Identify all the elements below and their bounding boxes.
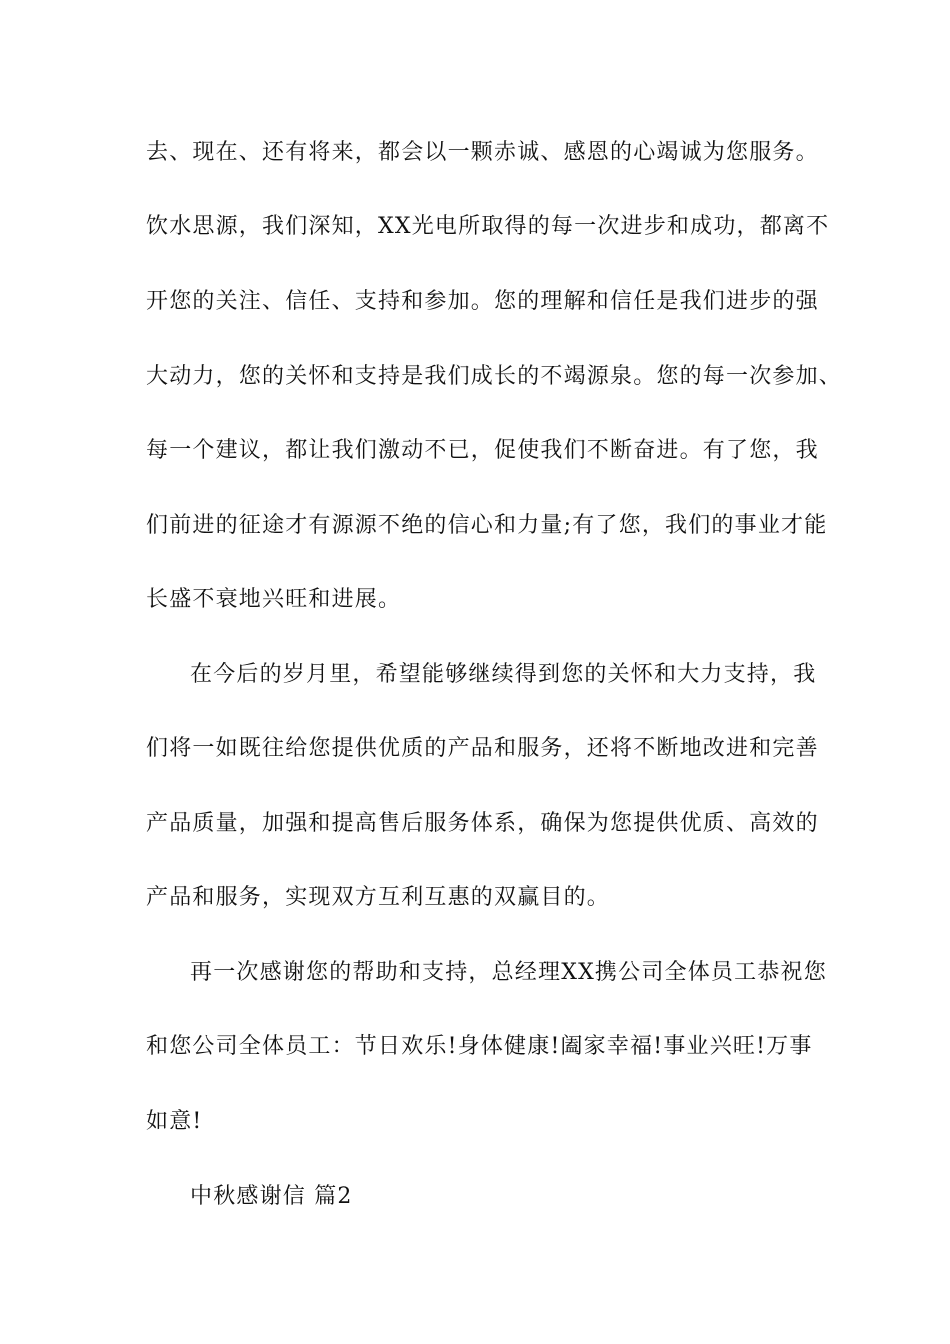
text-line: 产品质量，加强和提高售后服务体系，确保为您提供优质、高效的 xyxy=(146,811,819,836)
text-line: 去、现在、还有将来，都会以一颗赤诚、感恩的心竭诚为您服务。 xyxy=(146,140,819,165)
paragraph-first-line: 在今后的岁月里，希望能够继续得到您的关怀和大力支持，我 xyxy=(190,662,817,687)
text-line: 长盛不衰地兴旺和进展。 xyxy=(146,587,402,612)
text-line: 产品和服务，实现双方互利互惠的双赢目的。 xyxy=(146,885,611,910)
text-line: 们前进的征途才有源源不绝的信心和力量;有了您，我们的事业才能 xyxy=(146,513,828,538)
text-line: 饮水思源，我们深知，XX光电所取得的每一次进步和成功，都离不 xyxy=(146,214,830,239)
paragraph-first-line: 再一次感谢您的帮助和支持，总经理XX携公司全体员工恭祝您 xyxy=(190,960,827,985)
text-line: 们将一如既往给您提供优质的产品和服务，还将不断地改进和完善 xyxy=(146,736,819,761)
text-line: 大动力，您的关怀和支持是我们成长的不竭源泉。您的每一次参加、 xyxy=(146,364,843,389)
text-line: 每一个建议，都让我们激动不已，促使我们不断奋进。有了您，我 xyxy=(146,438,819,463)
section-heading: 中秋感谢信 篇2 xyxy=(190,1184,353,1209)
text-line: 和您公司全体员工：节日欢乐!身体健康!阖家幸福!事业兴旺!万事 xyxy=(146,1034,813,1059)
text-line: 开您的关注、信任、支持和参加。您的理解和信任是我们进步的强 xyxy=(146,289,819,314)
text-line: 如意! xyxy=(146,1109,203,1134)
